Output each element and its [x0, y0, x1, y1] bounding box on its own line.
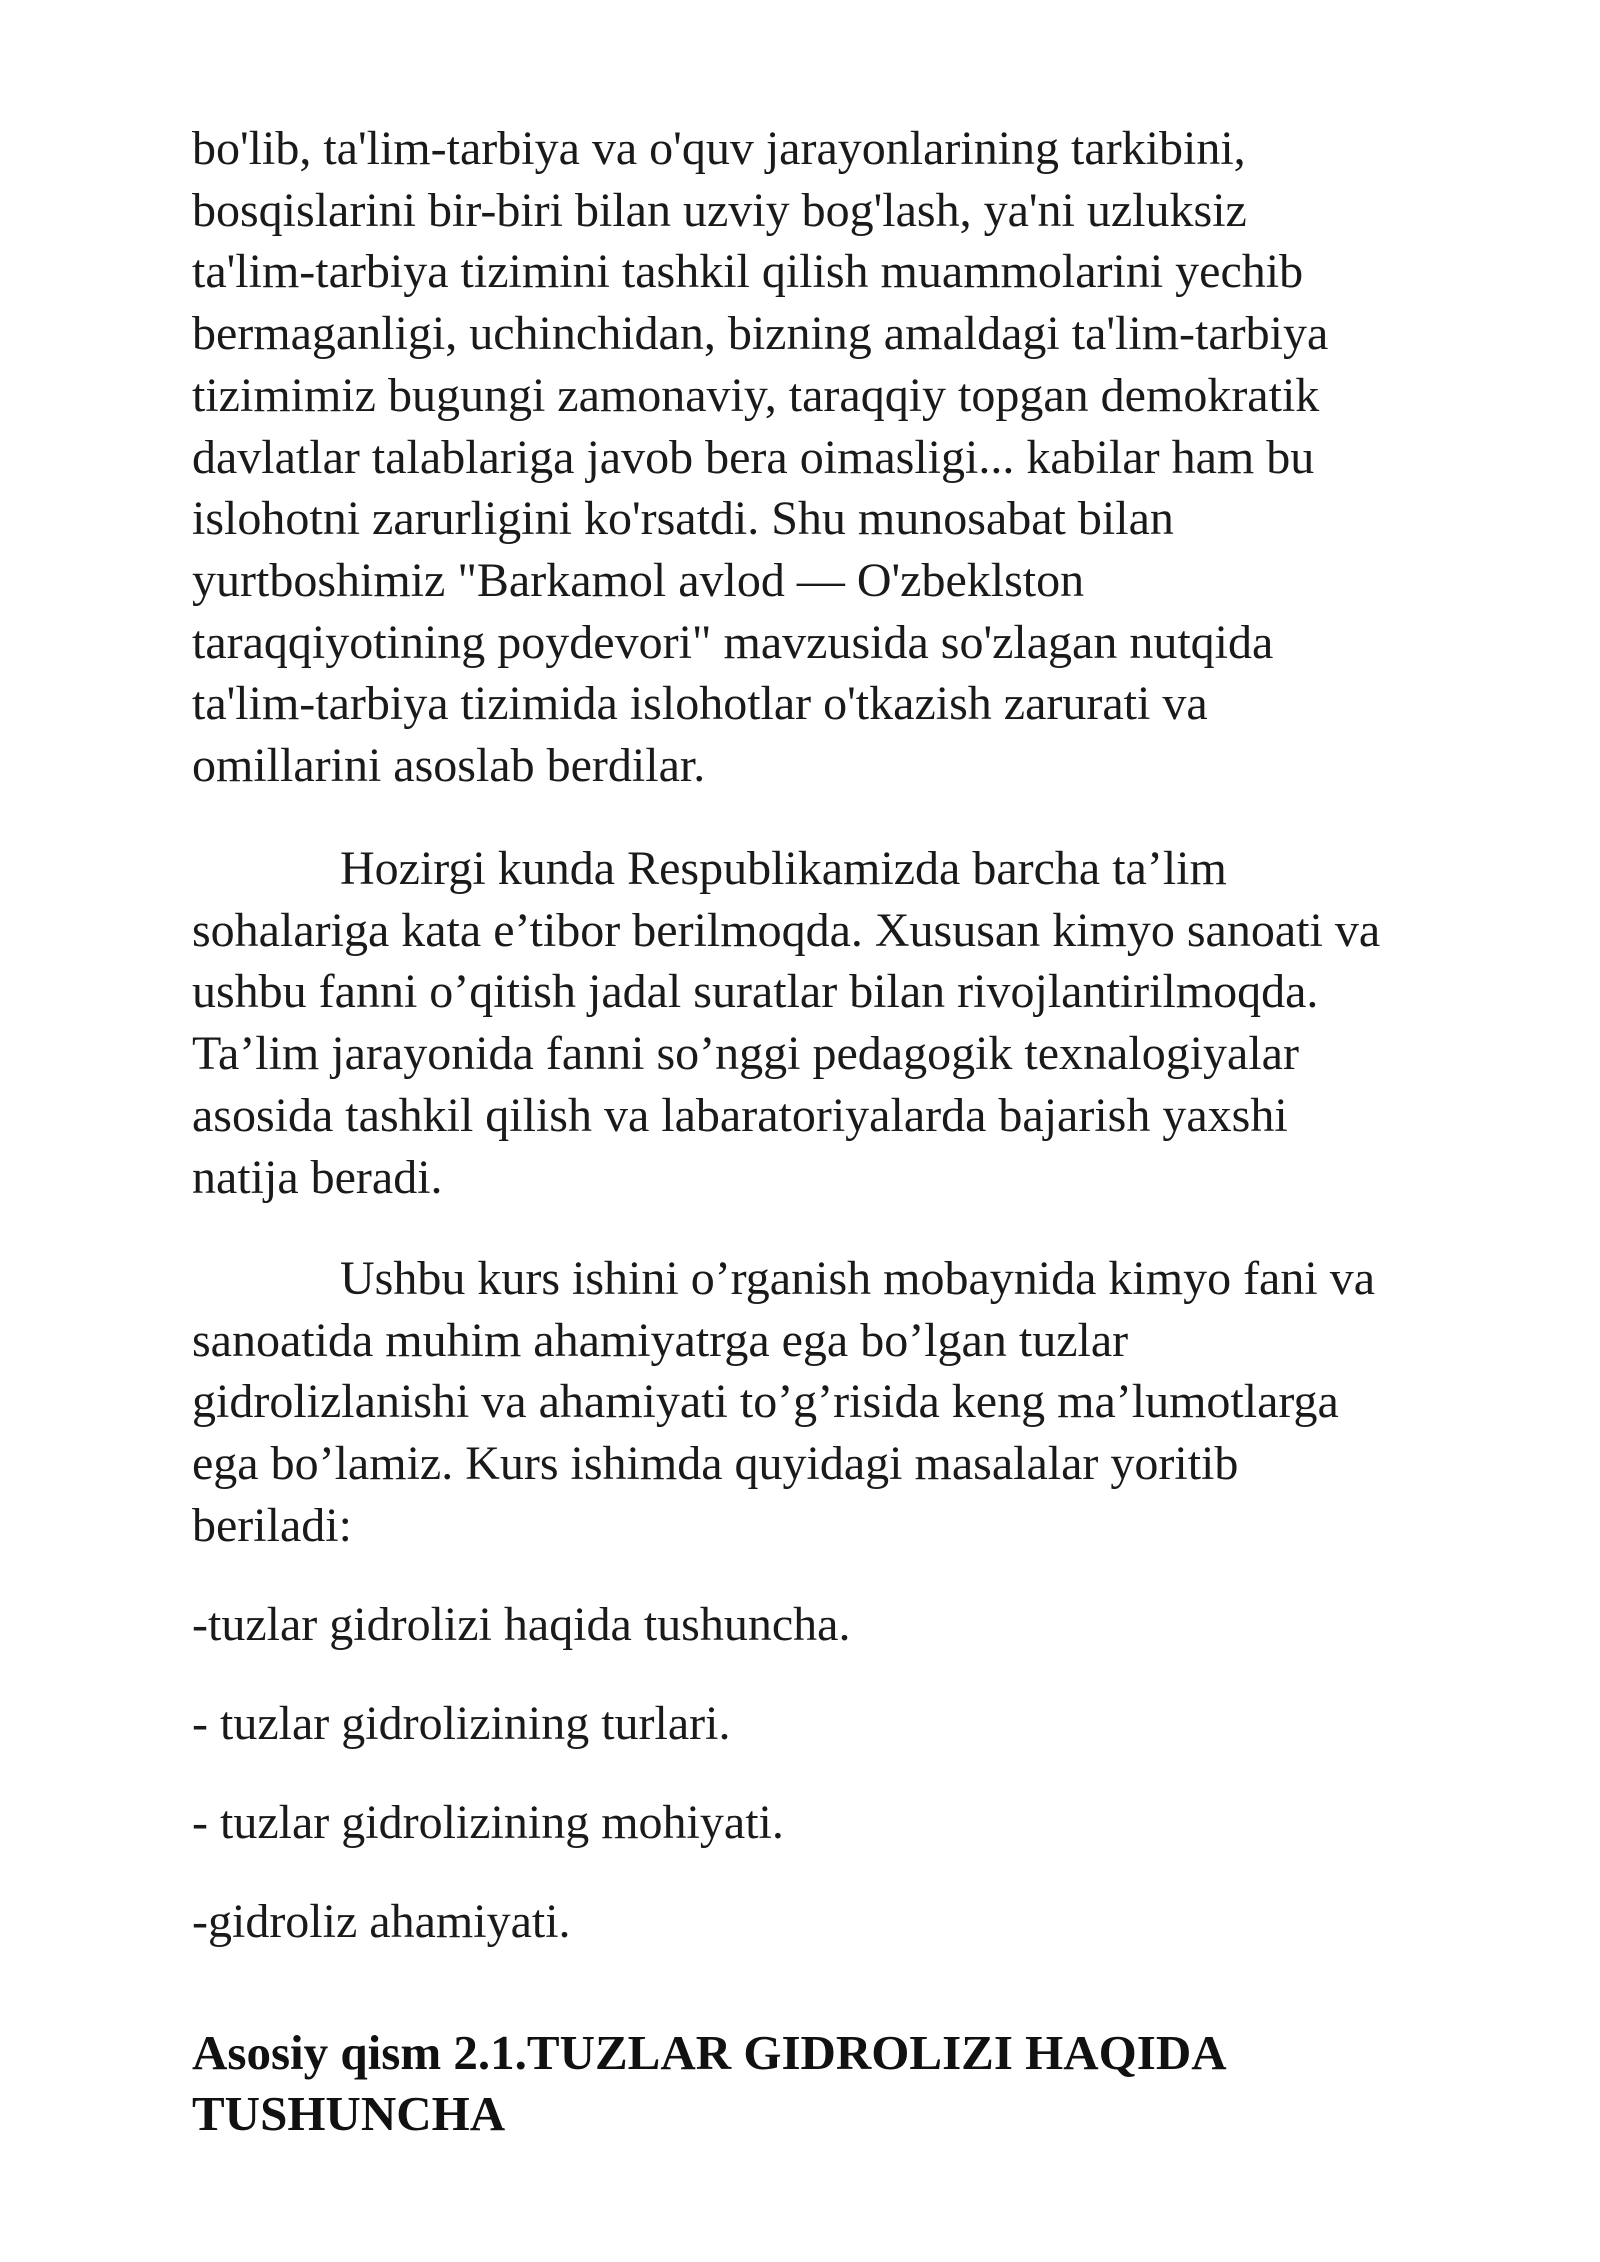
paragraph-line: yurtboshimiz "Barkamol avlod — O'zbeklston [192, 553, 1085, 607]
paragraph-line: ta'lim-tarbiya tizimida islohotlar o'tkazish zarurati va [192, 677, 1208, 731]
list-item-text: - tuzlar gidrolizining turlari. [192, 1697, 731, 1750]
paragraph-line: bo'lib, ta'lim-tarbiya va o'quv jarayonlarining tarkibini, [192, 122, 1246, 175]
paragraph-line: ta'lim-tarbiya tizimini tashkil qilish muammolarini yechib [192, 245, 1304, 299]
paragraph-line: asosida tashkil qilish va labaratoriyalarda bajarish yaxshi [192, 1088, 1288, 1142]
paragraph-line [192, 838, 1552, 900]
section-heading-line: TUSHUNCHA [192, 2086, 506, 2141]
section-heading-line: Asosiy qism 2.1.TUZLAR GIDROLIZI HAQIDA [192, 2025, 1227, 2080]
paragraph-line: gidrolizlanishi va ahamiyati to’g’risida keng ma’lumotlarga [192, 1375, 1339, 1429]
paragraph-line: taraqqiyotining poydevori" mavzusida so'zlagan nutqida [192, 615, 1274, 669]
section-heading [192, 2022, 1552, 2144]
paragraph-line: islohotni zarurligini ko'rsatdi. Shu munosabat bilan [192, 492, 1174, 546]
list-item [192, 1594, 1552, 1656]
paragraph-line: bermaganligi, uchinchidan, bizning amaldagi ta'lim-tarbiya [192, 307, 1329, 361]
list-item [192, 1891, 1552, 1953]
paragraph-line: omillarini asoslab berdilar. [192, 739, 706, 793]
paragraph-line: Ta’lim jarayonida fanni so’nggi pedagogik texnalogiyalar [192, 1027, 1299, 1081]
list-item [192, 1693, 1552, 1755]
paragraph-line: ega bo’lamiz. Kurs ishimda quyidagi masalalar yoritib [192, 1437, 1239, 1491]
paragraph-line: sanoatida muhim ahamiyatrga ega bo’lgan tuzlar [192, 1313, 1129, 1367]
paragraph-reform-context [192, 118, 1552, 797]
paragraph-line [192, 1248, 1552, 1310]
paragraph-course-intro [192, 1248, 1552, 1557]
paragraph-line: beriladi: [192, 1498, 352, 1552]
list-item-text: -gidroliz ahamiyati. [192, 1895, 571, 1948]
list-item-text: -tuzlar gidrolizi haqida tushuncha. [192, 1598, 851, 1651]
paragraph-line-text: Ushbu kurs ishini o’rganish mobaynida kimyo fani va [340, 1252, 1375, 1305]
paragraph-line-text: Hozirgi kunda Respublikamizda barcha ta’lim [340, 842, 1227, 895]
list-item-text: - tuzlar gidrolizining mohiyati. [192, 1796, 784, 1849]
paragraph-education-today [192, 838, 1552, 1208]
paragraph-line: sohalariga kata e’tibor berilmoqda. Xususan kimyo sanoati va [192, 903, 1381, 957]
list-item [192, 1792, 1552, 1854]
paragraph-line: bosqislarini bir-biri bilan uzviy bog'lash, ya'ni uzluksiz [192, 183, 1247, 237]
paragraph-line: ushbu fanni o’qitish jadal suratlar bilan rivojlantirilmoqda. [192, 965, 1319, 1019]
paragraph-line: davlatlar talablariga javob bera oimasligi... kabilar ham bu [192, 430, 1315, 484]
paragraph-line: natija beradi. [192, 1150, 443, 1204]
paragraph-line: tizimimiz bugungi zamonaviy, taraqqiy topgan demokratik [192, 368, 1320, 422]
